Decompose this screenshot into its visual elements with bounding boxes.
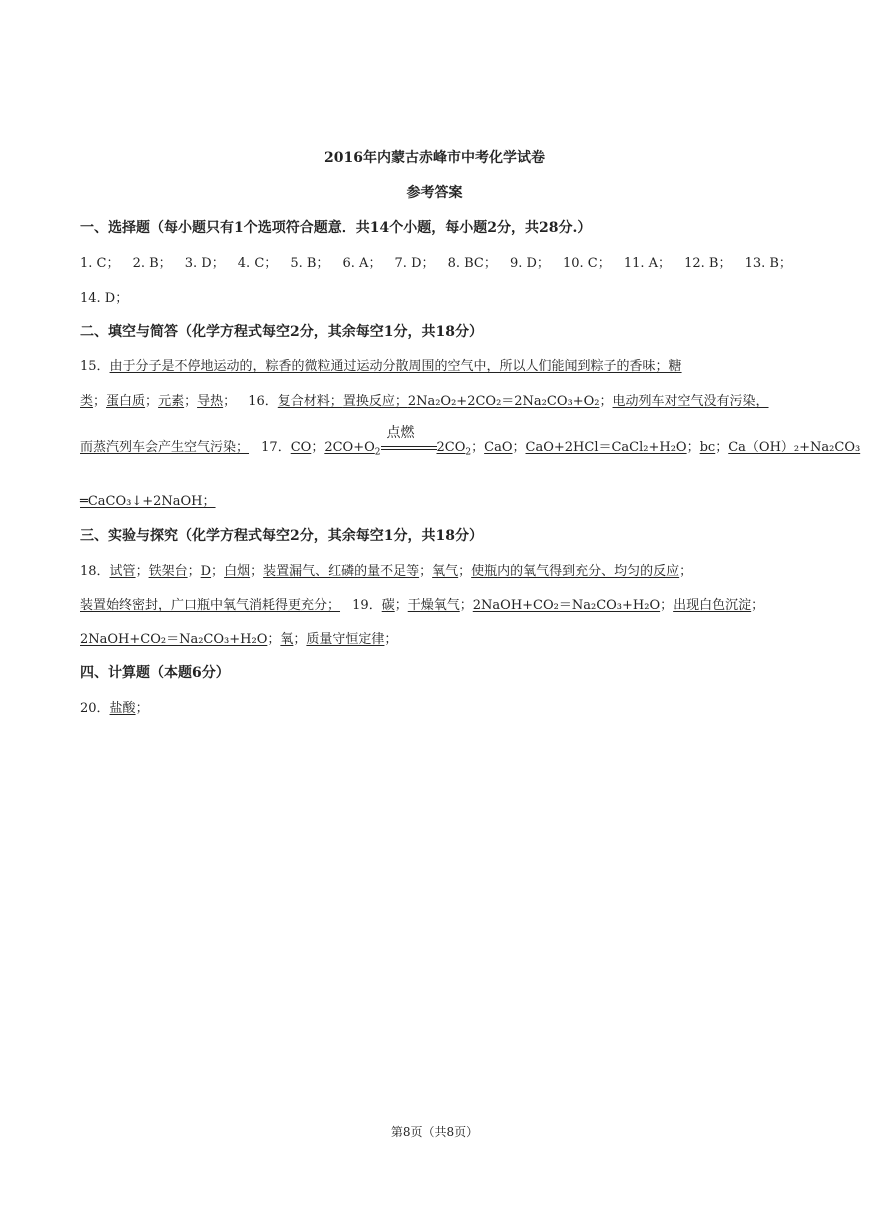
q19-answer-2: 干燥氧气 (407, 598, 460, 613)
q18-answer-cont: 装置始终密封，广口瓶中氧气消耗得更充分； (80, 598, 341, 613)
q16-answer-2: 置换反应； (342, 394, 408, 409)
choice-answers-row-1 (80, 252, 792, 271)
choice-answer: 11. A； (623, 256, 672, 271)
q19-answer-4: 出现白色沉淀 (673, 598, 752, 613)
q20-label: 20． (80, 701, 110, 716)
q15-answer-1: 由于分子是不停地运动的，粽香的微粒通过运动分散周围的空气中，所以人们能闻到粽子的香味；糖 (109, 359, 682, 374)
q17-answer-1: CO (290, 440, 312, 455)
double-line (381, 446, 437, 450)
q16-answer-3: 电动列车对空气没有污染， (612, 394, 769, 409)
choice-answer: 2. B； (132, 256, 172, 271)
q17-answer-6: Ca（OH）₂+Na₂CO₃ (728, 440, 861, 455)
section-choice-heading: 一、选择题（每小题只有1个选项符合题意．共14个小题，每小题2分，共28分.） (80, 220, 592, 236)
document-subtitle: 参考答案 (406, 185, 463, 201)
reaction-condition (381, 424, 437, 454)
q20-answer-1: 盐酸 (109, 701, 136, 716)
q18-label: 18． (80, 564, 110, 579)
q17-answer-4: CaO+2HCl＝CaCl₂+H₂O (525, 440, 687, 455)
choice-answer: 5. B； (290, 256, 330, 271)
choice-answer: 6. A； (342, 256, 382, 271)
q18-line: 18．试管；铁架台；D；白烟；装置漏气、红磷的量不足等；氧气；使瓶内的氧气得到充分、均匀的反应； (80, 564, 693, 579)
q19-answer-5: 2NaOH+CO₂＝Na₂CO₃+H₂O (80, 632, 268, 647)
reaction-condition-text: 点燃 (386, 424, 415, 441)
q17-line-cont (80, 490, 792, 509)
q19-line-cont: 2NaOH+CO₂＝Na₂CO₃+H₂O；氧；质量守恒定律； (80, 632, 398, 647)
section-fill-heading: 二、填空与简答（化学方程式每空2分，其余每空1分，共18分） (80, 324, 483, 340)
q19-answer-6: 氧 (280, 632, 294, 647)
q19-answer-1: 碳 (381, 598, 395, 613)
q15-label: 15． (80, 359, 110, 374)
q15-answer-heat: 导热 (197, 394, 224, 409)
q18-answer-5: 装置漏气、红磷的量不足等 (263, 564, 420, 579)
q17-label: 17． (261, 440, 291, 455)
q17-answer-3: CaO (484, 440, 513, 455)
q17-answer-6-cont: ═CaCO₃↓+2NaOH； (80, 494, 216, 509)
choice-answer: 13. B； (744, 256, 792, 271)
q18-answer-3: D (200, 564, 212, 579)
q16-label: 16． (248, 394, 278, 409)
choice-answer: 8. BC； (447, 256, 497, 271)
choice-answer: 7. D； (394, 256, 435, 271)
q19-answer-7: 质量守恒定律 (306, 632, 385, 647)
q18-answer-2: 铁架台 (148, 564, 188, 579)
choice-answer: 9. D； (509, 256, 550, 271)
q17-eq-right: 2CO (436, 440, 466, 455)
q17-eq-left: 2CO+O (324, 440, 375, 455)
q15-answer-sugar: 类 (80, 394, 94, 409)
q17-answer-5: bc (699, 440, 716, 455)
q19-label: 19． (352, 598, 382, 613)
q16-equation: 2Na₂O₂+2CO₂＝2Na₂CO₃+O₂ (407, 394, 600, 409)
choice-answer: 1. C； (80, 256, 120, 271)
choice-answer: 4. C； (237, 256, 278, 271)
choice-answer: 10. C； (562, 256, 611, 271)
q18-answer-6: 氧气 (432, 564, 459, 579)
q15-line-1 (80, 355, 792, 374)
document-title: 2016年内蒙古赤峰市中考化学试卷 (324, 150, 545, 166)
q15-answer-element: 元素 (158, 394, 185, 409)
choice-answer: 12. B； (684, 256, 732, 271)
choice-answer: 3. D； (184, 256, 225, 271)
q15-answer-protein: 蛋白质 (106, 394, 146, 409)
q16-answer-1: 复合材料； (277, 394, 343, 409)
q16-answer-cont: 而蒸汽列车会产生空气污染； (80, 440, 250, 455)
q20-line: 20．盐酸； (80, 701, 149, 716)
q18-19-line: 装置始终密封，广口瓶中氧气消耗得更充分； 19．碳；干燥氧气；2NaOH+CO₂＝Na₂CO₃+H₂O；出现白色沉淀； (80, 598, 765, 613)
q15-16-line: 类；蛋白质；元素；导热； 16．复合材料；置换反应；2Na₂O₂+2CO₂＝2Na₂CO₃+O₂；电动列车对空气没有污染， (80, 394, 769, 409)
q16-17-line: 而蒸汽列车会产生空气污染； 17．CO；$2CO+O_2$ 点燃 $2CO_2$；CaO；CaO+2HCl＝CaCl₂+H₂O；bc；Ca（OH）₂+Na₂CO₃ (80, 436, 792, 458)
choice-answers-row-2: 14. D； (80, 291, 129, 306)
q15-answers-cont: 类；蛋白质；元素；导热； (80, 394, 241, 409)
page-footer: 第8页（共8页） (390, 1125, 479, 1139)
section-calc-heading: 四、计算题（本题6分） (80, 665, 230, 681)
q18-answer-7: 使瓶内的氧气得到充分、均匀的反应 (471, 564, 680, 579)
q18-answer-1: 试管 (109, 564, 136, 579)
section-experiment-heading: 三、实验与探究（化学方程式每空2分，其余每空1分，共18分） (80, 528, 483, 544)
q17-equation: $2CO+O_2$ 点燃 $2CO_2$ (324, 440, 471, 455)
q18-answer-4: 白烟 (224, 564, 251, 579)
q19-answer-3: 2NaOH+CO₂＝Na₂CO₃+H₂O (472, 598, 661, 613)
